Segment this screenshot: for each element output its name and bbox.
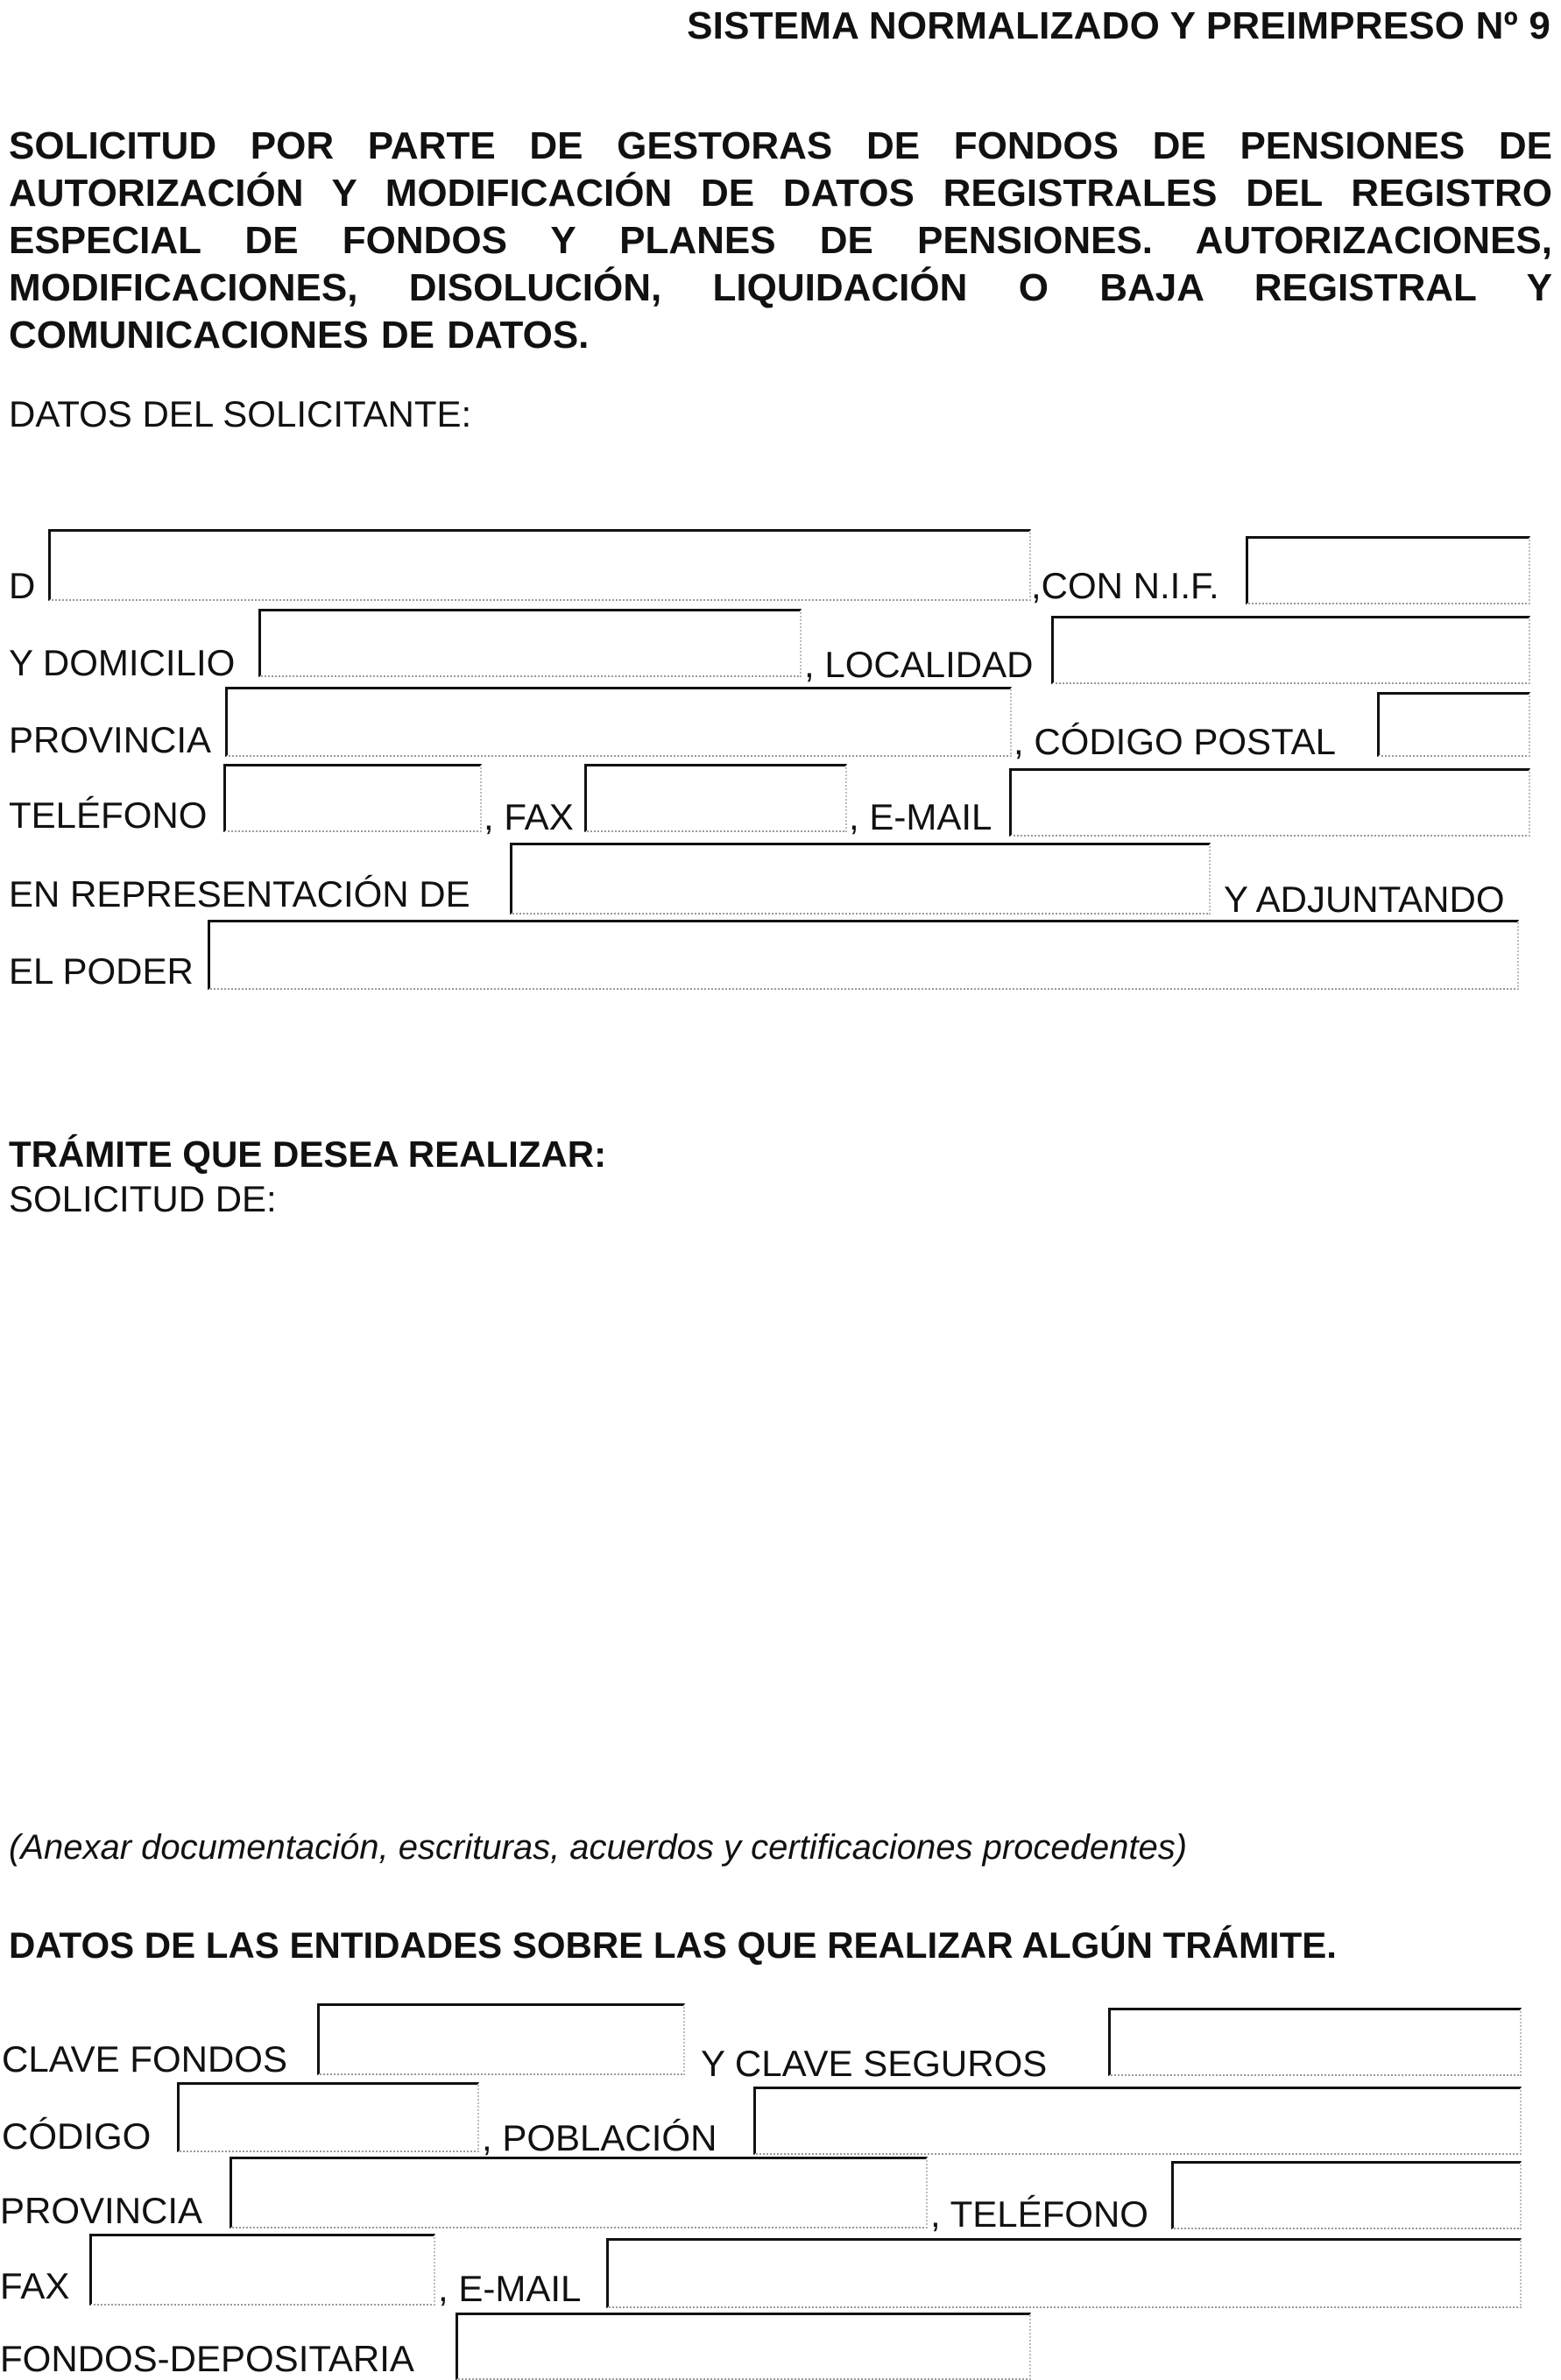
entities-poblacion-field[interactable] xyxy=(753,2087,1522,2155)
form-title-line: AUTORIZACIÓN Y MODIFICACIÓN DE DATOS REGISTRALES DEL REGISTRO xyxy=(9,172,1552,215)
form-title-line: COMUNICACIONES DE DATOS. xyxy=(9,314,590,357)
entities-provincia-label: PROVINCIA xyxy=(0,2190,203,2231)
entities-clave-fondos-field[interactable] xyxy=(317,2003,685,2075)
applicant-poder-field[interactable] xyxy=(208,920,1519,990)
entities-fax-field[interactable] xyxy=(89,2234,435,2306)
applicant-name-field[interactable] xyxy=(48,529,1031,601)
entities-depositaria-field[interactable] xyxy=(456,2313,1031,2380)
entities-telefono-label: , TELÉFONO xyxy=(930,2193,1148,2235)
applicant-nif-field[interactable] xyxy=(1246,536,1530,604)
procedure-description-area[interactable] xyxy=(9,1226,1550,1787)
applicant-heading: DATOS DEL SOLICITANTE: xyxy=(9,393,472,434)
entities-email-field[interactable] xyxy=(606,2238,1522,2308)
applicant-email-label: , E-MAIL xyxy=(849,796,992,837)
applicant-telefono-label: TELÉFONO xyxy=(9,795,208,836)
entities-clave-seguros-label: Y CLAVE SEGUROS xyxy=(701,2043,1048,2084)
applicant-fax-field[interactable] xyxy=(584,764,847,832)
applicant-email-field[interactable] xyxy=(1009,768,1530,837)
entities-heading: DATOS DE LAS ENTIDADES SOBRE LAS QUE REALIZAR ALGÚN TRÁMITE. xyxy=(9,1924,1337,1966)
applicant-domicilio-field[interactable] xyxy=(258,609,802,677)
entities-codigo-label: CÓDIGO xyxy=(2,2115,152,2157)
form-system-label: SISTEMA NORMALIZADO Y PREIMPRESO Nº 9 xyxy=(687,4,1550,47)
entities-fax-label: FAX xyxy=(0,2265,70,2306)
applicant-d-label: D xyxy=(9,565,36,606)
applicant-provincia-field[interactable] xyxy=(225,687,1012,757)
applicant-domicilio-label: Y DOMICILIO xyxy=(9,642,236,683)
applicant-adjuntando-label: Y ADJUNTANDO xyxy=(1224,879,1505,920)
entities-email-label: , E-MAIL xyxy=(438,2268,582,2309)
form-title xyxy=(9,123,1552,359)
applicant-poder-label: EL PODER xyxy=(9,950,194,992)
form-title-line: SOLICITUD POR PARTE DE GESTORAS DE FONDOS DE PENSIONES DE xyxy=(9,124,1552,167)
procedure-note: (Anexar documentación, escrituras, acuerdos y certificaciones procedentes) xyxy=(9,1828,1188,1867)
entities-poblacion-label: , POBLACIÓN xyxy=(482,2117,717,2158)
applicant-localidad-field[interactable] xyxy=(1051,616,1530,684)
entities-clave-fondos-label: CLAVE FONDOS xyxy=(2,2038,287,2080)
applicant-fax-label: , FAX xyxy=(484,796,574,837)
applicant-localidad-label: , LOCALIDAD xyxy=(804,644,1034,685)
entities-telefono-field[interactable] xyxy=(1171,2161,1522,2229)
applicant-telefono-field[interactable] xyxy=(223,764,482,832)
applicant-cp-label: , CÓDIGO POSTAL xyxy=(1014,721,1336,762)
entities-codigo-field[interactable] xyxy=(177,2082,479,2152)
applicant-nif-label: ,CON N.I.F. xyxy=(1031,565,1219,606)
form-title-line: MODIFICACIONES, DISOLUCIÓN, LIQUIDACIÓN O BAJA REGISTRAL Y xyxy=(9,266,1552,309)
form-title-line: ESPECIAL DE FONDOS Y PLANES DE PENSIONES. AUTORIZACIONES, xyxy=(9,219,1552,262)
applicant-representacion-label: EN REPRESENTACIÓN DE xyxy=(9,873,470,915)
procedure-solicitud-label: SOLICITUD DE: xyxy=(9,1178,277,1219)
entities-depositaria-label: FONDOS-DEPOSITARIA xyxy=(0,2338,414,2379)
procedure-heading: TRÁMITE QUE DESEA REALIZAR: xyxy=(9,1134,607,1175)
entities-provincia-field[interactable] xyxy=(230,2157,928,2228)
applicant-representacion-field[interactable] xyxy=(510,843,1211,915)
applicant-cp-field[interactable] xyxy=(1377,692,1530,757)
applicant-provincia-label: PROVINCIA xyxy=(9,719,212,760)
entities-clave-seguros-field[interactable] xyxy=(1108,2008,1522,2076)
